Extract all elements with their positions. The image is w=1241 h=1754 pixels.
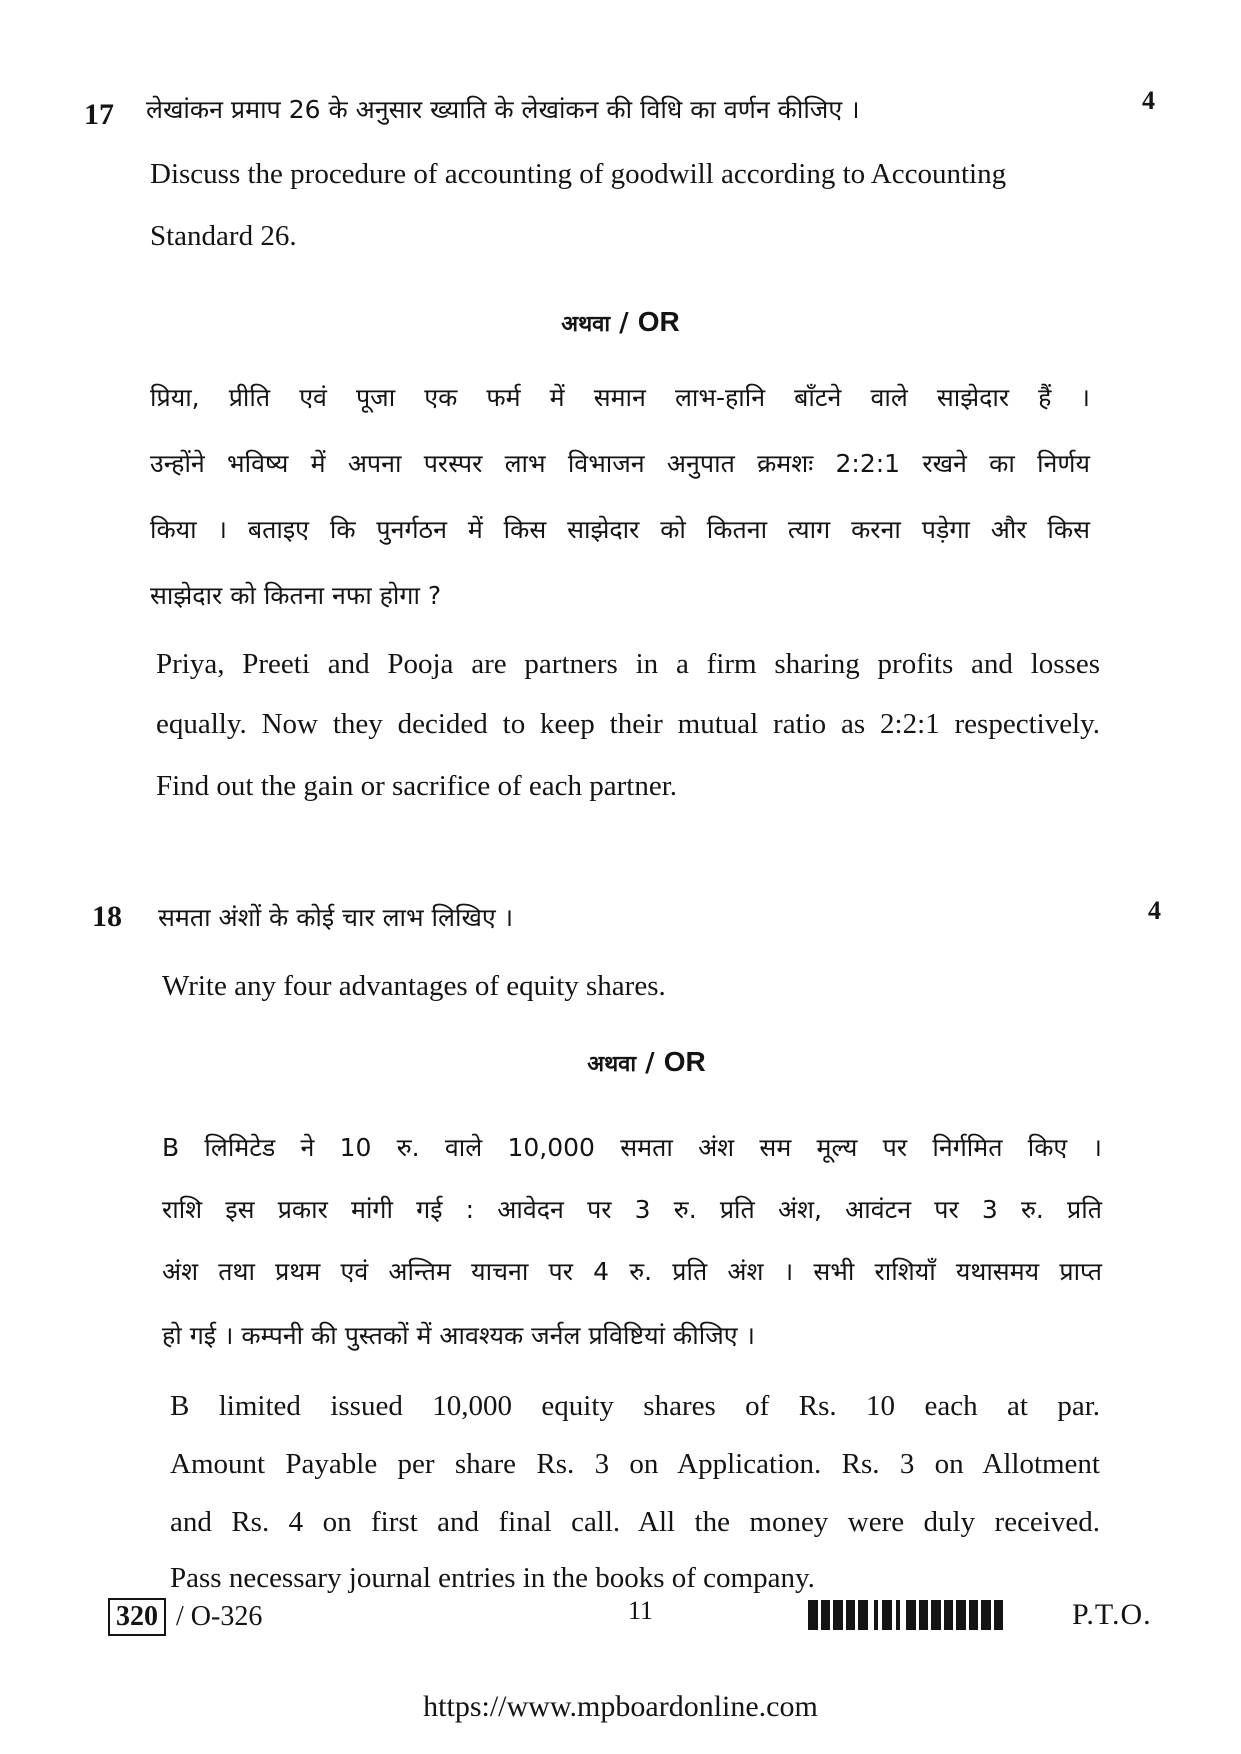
question-text-english-line: Write any four advantages of equity shares. [162,970,666,1002]
or-separator: / [619,308,629,338]
alt-question-english-line: Priya, Preeti and Pooja are partners in a firm sharing profits and losses [156,648,1100,680]
or-label-english: OR [663,1046,706,1077]
alt-question-english-line: equally. Now they decided to keep their mutual ratio as 2:2:1 respectively. [156,708,1100,740]
alt-question-english-line: Amount Payable per share Rs. 3 on Application. Rs. 3 on Allotment [170,1448,1100,1480]
question-number: 17 [84,98,114,131]
alt-question-english-line: Find out the gain or sacrifice of each partner. [156,770,677,802]
please-turn-over: P.T.O. [1072,1598,1152,1631]
or-divider [0,306,1241,338]
question-text-hindi: समता अंशों के कोई चार लाभ लिखिए । [158,903,514,932]
alt-question-english-line: B limited issued 10,000 equity shares of Rs. 10 each at par. [170,1390,1100,1422]
or-label-hindi: अथवा [587,1052,637,1077]
question-number: 18 [92,900,122,933]
question-marks: 4 [1142,86,1155,115]
or-separator: / [645,1048,655,1078]
alt-question-hindi-line: राशि इस प्रकार मांगी गई : आवेदन पर 3 रु. प्रति अंश, आवंटन पर 3 रु. प्रति [162,1195,1102,1224]
question-text-hindi: लेखांकन प्रमाप 26 के अनुसार ख्याति के लेखांकन की विधि का वर्णन कीजिए । [146,95,860,124]
or-divider [0,1046,1241,1078]
alt-question-hindi-line: साझेदार को कितना नफा होगा ? [150,581,442,610]
or-label-english: OR [637,306,680,337]
alt-question-hindi-line: B लिमिटेड ने 10 रु. वाले 10,000 समता अंश सम मूल्य पर निर्गमित किए । [162,1133,1102,1162]
question-text-english-line: Standard 26. [150,220,297,252]
page-number: 11 [628,1596,654,1625]
paper-code [108,1598,262,1636]
alt-question-hindi-line: हो गई । कम्पनी की पुस्तकों में आवश्यक जर्नल प्रविष्टियां कीजिए । [162,1321,755,1350]
alt-question-hindi-line: अंश तथा प्रथम एवं अन्तिम याचना पर 4 रु. प्रति अंश । सभी राशियाँ यथासमय प्राप्त [162,1257,1102,1286]
source-url: https://www.mpboardonline.com [423,1690,818,1723]
alt-question-hindi-line: उन्होंने भविष्य में अपना परस्पर लाभ विभाजन अनुपात क्रमशः 2:2:1 रखने का निर्णय [150,449,1090,478]
paper-code-box: 320 [108,1598,166,1636]
barcode-icon [808,1600,1040,1630]
alt-question-hindi-line: किया । बताइए कि पुनर्गठन में किस साझेदार को कितना त्याग करना पड़ेगा और किस [150,515,1090,544]
question-text-english-line: Discuss the procedure of accounting of goodwill according to Accounting [150,158,1007,190]
or-label-hindi: अथवा [561,312,611,337]
question-marks: 4 [1148,896,1161,925]
alt-question-hindi-line: प्रिया, प्रीति एवं पूजा एक फर्म में समान लाभ-हानि बाँटने वाले साझेदार हैं । [150,383,1090,412]
alt-question-english-line: and Rs. 4 on first and final call. All the money were duly received. [170,1506,1100,1538]
paper-code-suffix: / O-326 [176,1601,263,1632]
alt-question-english-line: Pass necessary journal entries in the books of company. [170,1562,815,1594]
